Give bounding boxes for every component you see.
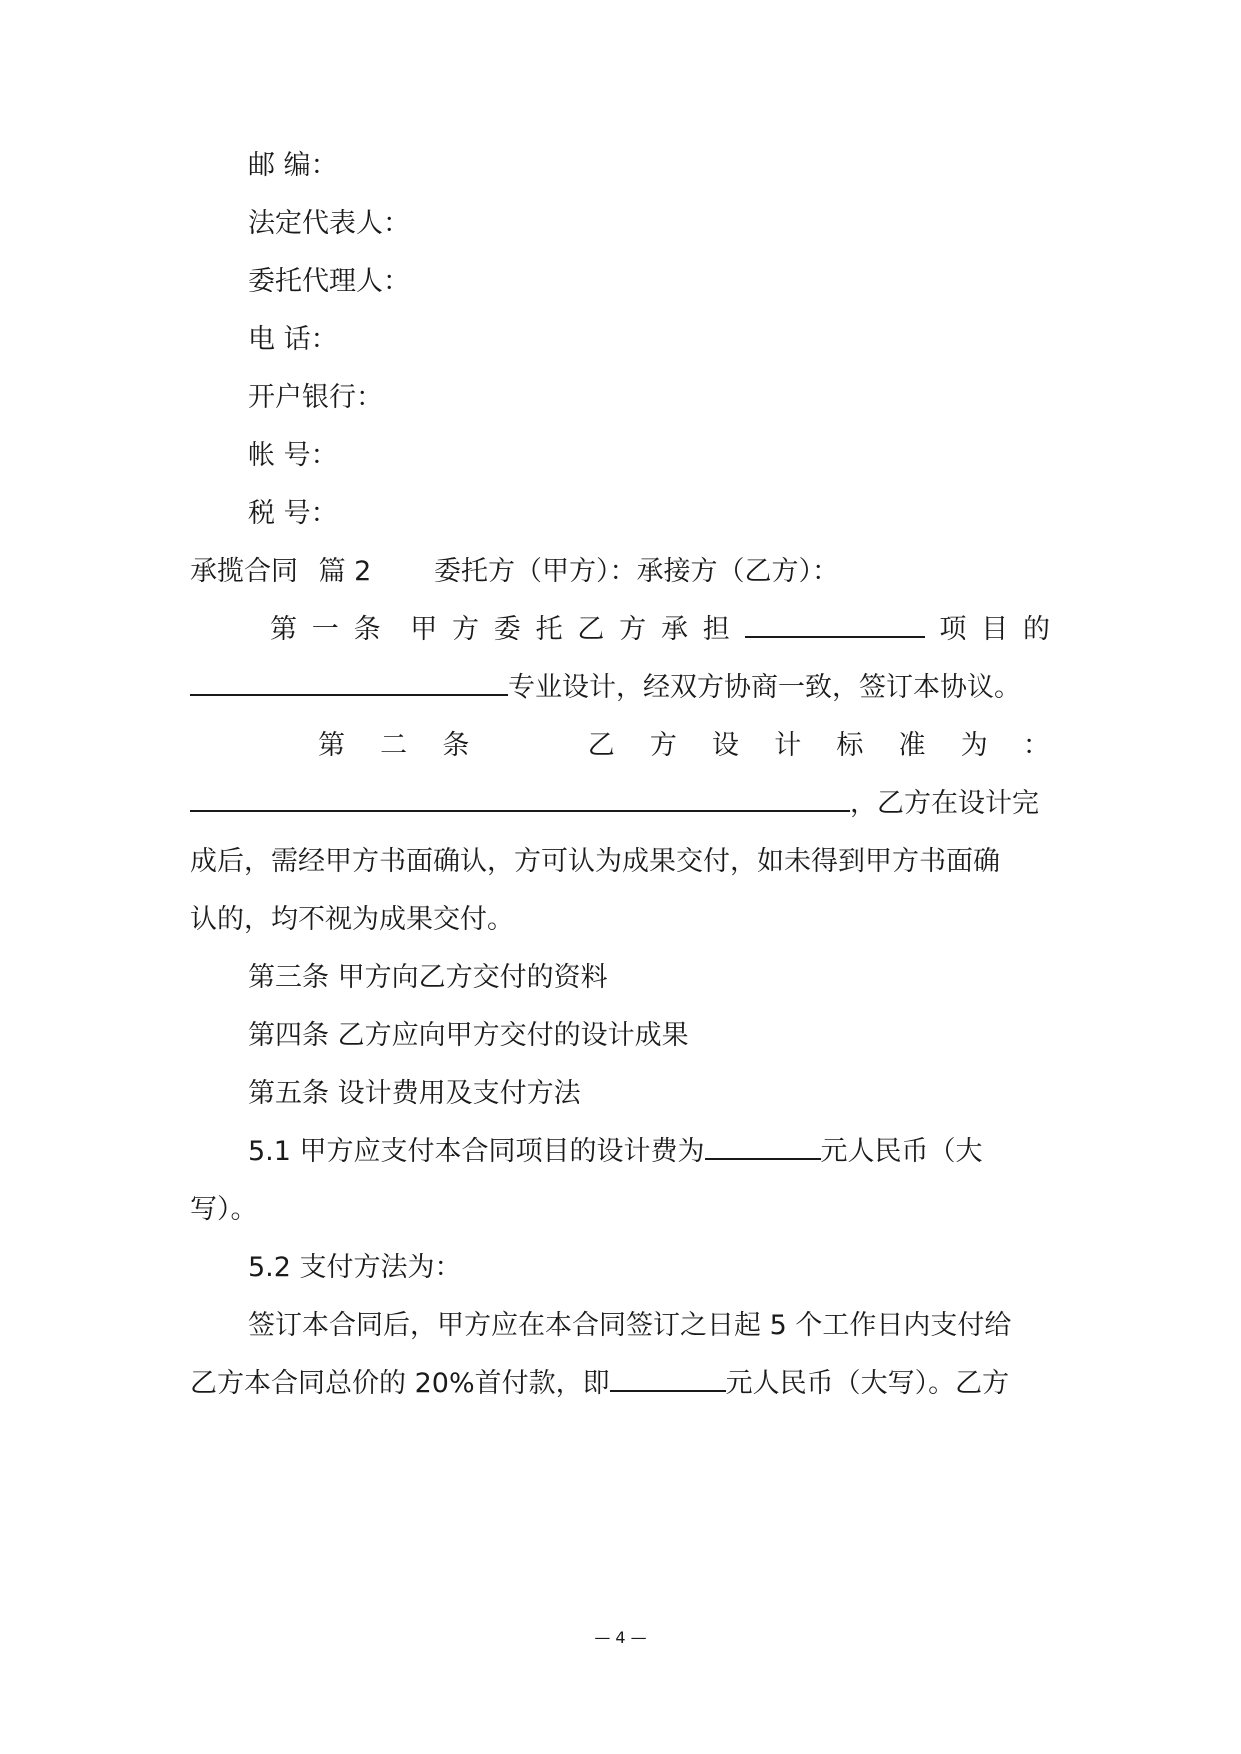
parties-line: 委托方（甲方）：承接方（乙方）：: [433, 556, 839, 587]
article-1-line-2: [190, 670, 1050, 706]
field-phone: 电 话：: [248, 324, 338, 355]
payment-text: 乙方本合同总价的 20%首付款，即: [190, 1368, 610, 1399]
field-bank: 开户银行：: [248, 382, 383, 413]
article-2-char: 乙: [587, 730, 615, 761]
article-1-char: 第: [270, 614, 297, 645]
payment-text: 元人民币（大写）。乙方: [725, 1368, 1010, 1399]
clause-5-1-text: 元人民币（大: [820, 1136, 983, 1167]
article-1-char: 一: [311, 614, 339, 645]
clause-5-1: [248, 1134, 1050, 1170]
section-heading: [190, 554, 1050, 590]
article-2-line-2: [190, 786, 1050, 822]
payment-line-1: 签订本合同后，甲方应在本合同签订之日起 5 个工作日内支付给: [248, 1310, 1012, 1341]
article-1-char: 目: [981, 614, 1009, 645]
article-1-line-1: [270, 612, 1050, 648]
field-postcode: 邮 编：: [248, 150, 338, 181]
clause-5-1-text: 5.1 甲方应支付本合同项目的设计费为: [248, 1136, 705, 1167]
page-number: — 4 —: [594, 1628, 647, 1647]
article-2-gap: [505, 728, 553, 764]
article-1-char: 方: [451, 614, 479, 645]
payment-line-2: [190, 1366, 1050, 1402]
article-2-char: 计: [774, 730, 802, 761]
article-1-char: 承: [660, 614, 688, 645]
article-3: 第三条 甲方向乙方交付的资料: [248, 962, 608, 993]
article-1-char: 甲: [410, 614, 438, 645]
article-5: 第五条 设计费用及支付方法: [248, 1078, 581, 1109]
field-tax-no: 税 号：: [248, 498, 338, 529]
article-2-line-4: 认的，均不视为成果交付。: [190, 904, 514, 935]
article-2-char: 第: [318, 730, 345, 761]
clause-5-2: 5.2 支付方法为：: [248, 1252, 462, 1283]
specialty-blank: [190, 670, 508, 696]
article-1-char: 方: [619, 614, 647, 645]
contract-title: 承揽合同: [190, 556, 298, 587]
design-fee-blank: [705, 1134, 821, 1160]
article-1-char: 乙: [577, 614, 605, 645]
article-1-char: 的: [1022, 614, 1050, 645]
article-2-char: ：: [1022, 730, 1050, 761]
article-1-text: 专业设计，经双方协商一致，签订本协议。: [508, 672, 1021, 703]
article-2-line-1: [318, 728, 1050, 764]
field-agent: 委托代理人：: [248, 266, 410, 297]
article-2-char: 条: [442, 730, 470, 761]
article-1-char: 项: [939, 614, 967, 645]
clause-5-1-line-2: 写）。: [190, 1194, 258, 1225]
article-2-text: ，乙方在设计完: [850, 788, 1039, 819]
down-payment-blank: [610, 1366, 726, 1392]
field-legal-rep: 法定代表人：: [248, 208, 410, 239]
section-number: 篇 2: [318, 556, 372, 587]
article-1-char: 担: [702, 614, 730, 645]
design-standard-blank: [190, 786, 850, 812]
article-2-char: 为: [960, 730, 988, 761]
project-blank: [745, 612, 925, 638]
article-2-char: 准: [898, 730, 926, 761]
article-2-char: 二: [380, 730, 408, 761]
article-2-char: 方: [649, 730, 677, 761]
article-2-line-3: 成后，需经甲方书面确认，方可认为成果交付，如未得到甲方书面确: [190, 846, 1000, 877]
article-1-char: 条: [353, 614, 381, 645]
article-2-char: 设: [712, 730, 740, 761]
article-1-char: 委: [493, 614, 521, 645]
article-4: 第四条 乙方应向甲方交付的设计成果: [248, 1020, 689, 1051]
article-1-char: 托: [535, 614, 563, 645]
field-account: 帐 号：: [248, 440, 338, 471]
article-2-char: 标: [836, 730, 864, 761]
